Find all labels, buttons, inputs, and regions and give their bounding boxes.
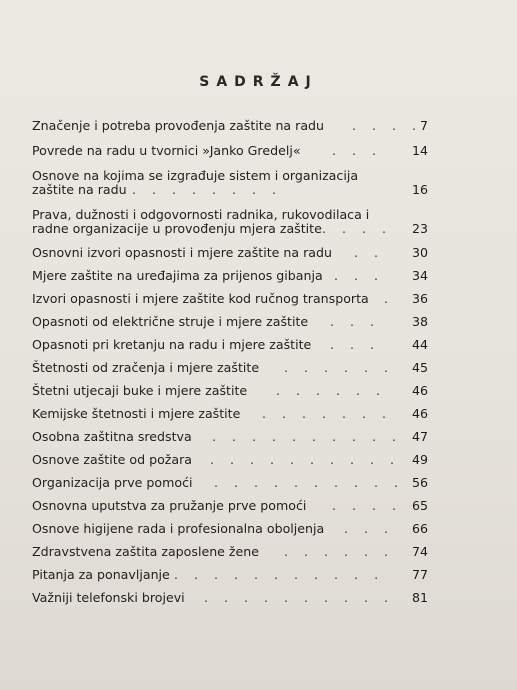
- toc-entry-title: Osobna zaštitna sredstva: [32, 429, 192, 444]
- toc-entry: [32, 499, 428, 513]
- dot-leader: . .: [354, 245, 385, 260]
- toc-entry-title: Osnove higijene rada i profesionalna oboljenja: [32, 521, 325, 536]
- dot-leader: . . . . . . .: [262, 406, 393, 421]
- toc-page-number: 44: [411, 337, 428, 352]
- toc-page-number: 66: [411, 521, 428, 536]
- dot-leader: . . . . . . . . . .: [214, 475, 405, 490]
- toc-entry: [32, 522, 428, 536]
- toc-page-number: 36: [411, 291, 428, 306]
- toc-entry-title: Značenje i potreba provođenja zaštite na radu: [32, 118, 325, 133]
- toc-page-number: 46: [411, 406, 428, 421]
- dot-leader: . . . . . .: [284, 544, 395, 559]
- toc-entry-title: Štetni utjecaji buke i mjere zaštite: [32, 383, 248, 398]
- toc-entry: [32, 292, 428, 306]
- toc-page-number: 45: [411, 360, 428, 375]
- toc-entry: [32, 453, 428, 467]
- dot-leader: . . . .: [322, 221, 393, 236]
- dot-leader: . . . . . . . . .: [112, 182, 283, 197]
- table-of-contents: [32, 119, 428, 614]
- toc-entry: [32, 384, 428, 398]
- toc-page-number: 46: [411, 383, 428, 398]
- toc-entry-title: Pitanja za ponavljanje: [32, 567, 170, 582]
- toc-page-number: 81: [411, 590, 428, 605]
- toc-entry: [32, 315, 428, 329]
- dot-leader: .: [384, 291, 395, 306]
- dot-leader: . . .: [332, 143, 383, 158]
- toc-page-number: 34: [411, 268, 428, 283]
- dot-leader: . . . . . . . . . .: [212, 429, 403, 444]
- toc-page-number: 65: [411, 498, 428, 513]
- toc-entry-title: Mjere zaštite na uređajima za prijenos gibanja: [32, 268, 323, 283]
- toc-page-number: 77: [411, 567, 428, 582]
- toc-entry: [32, 476, 428, 490]
- toc-entry: [32, 269, 428, 283]
- toc-entry-title: Organizacija prve pomoći: [32, 475, 193, 490]
- toc-entry-title: Opasnoti pri kretanju na radu i mjere zaštite: [32, 337, 312, 352]
- toc-page-number: 16: [411, 182, 428, 197]
- toc-entry-title: Osnove na kojima se izgrađuje sistem i organizacija zaštite na radu: [32, 168, 359, 197]
- toc-entry-title: Osnovna uputstva za pružanje prve pomoći: [32, 498, 307, 513]
- dot-leader: . . .: [330, 337, 381, 352]
- toc-page-number: 14: [411, 143, 428, 158]
- toc-entry-title: Izvori opasnosti i mjere zaštite kod ručnog transporta: [32, 291, 369, 306]
- toc-page-number: 23: [411, 221, 428, 236]
- toc-page-number: 38: [411, 314, 428, 329]
- toc-entry-title: Povrede na radu u tvornici »Janko Gredelj«: [32, 143, 301, 158]
- toc-entry: [32, 361, 428, 375]
- toc-entry-title: Osnovni izvori opasnosti i mjere zaštite na radu: [32, 245, 332, 260]
- toc-page-number: 30: [411, 245, 428, 260]
- toc-entry: [32, 338, 428, 352]
- toc-entry: [32, 144, 428, 158]
- dot-leader: . . .: [334, 268, 385, 283]
- toc-entry-title: Štetnosti od zračenja i mjere zaštite: [32, 360, 260, 375]
- dot-leader: . . .: [330, 314, 381, 329]
- dot-leader: . . . .: [332, 498, 403, 513]
- toc-entry: [32, 246, 428, 260]
- dot-leader: . . .: [344, 521, 395, 536]
- toc-entry: [32, 430, 428, 444]
- page-title: SADRŽAJ: [199, 74, 318, 90]
- toc-entry: [32, 591, 428, 605]
- toc-entry-title: Zdravstvena zaštita zaposlene žene: [32, 544, 260, 559]
- toc-entry-title: Važniji telefonski brojevi: [32, 590, 185, 605]
- toc-entry: [32, 568, 428, 582]
- toc-page-number: 74: [411, 544, 428, 559]
- dot-leader: . . . . . .: [276, 383, 387, 398]
- toc-entry: [32, 407, 428, 421]
- toc-entry-title: Kemijske štetnosti i mjere zaštite: [32, 406, 241, 421]
- toc-entry-title: Osnove zaštite od požara: [32, 452, 193, 467]
- toc-entry-title: Opasnoti od električne struje i mjere zaštite: [32, 314, 309, 329]
- toc-entry: [32, 545, 428, 559]
- dot-leader: . . . . . . . . . . .: [174, 567, 385, 582]
- dot-leader: . . . . . . . . . .: [210, 452, 401, 467]
- dot-leader: . . . . . . . . . .: [204, 590, 395, 605]
- toc-page-number: 49: [411, 452, 428, 467]
- dot-leader: . . . .: [352, 118, 423, 133]
- toc-entry: [32, 119, 428, 133]
- dot-leader: . . . . . .: [284, 360, 395, 375]
- toc-page-number: 7: [419, 118, 428, 133]
- toc-page-number: 56: [411, 475, 428, 490]
- toc-page-number: 47: [411, 429, 428, 444]
- toc-entry: [32, 169, 428, 197]
- toc-entry-title: Prava, dužnosti i odgovornosti radnika, rukovodilaca i radne organizacije u provođenju mjera zaštite: [32, 207, 370, 236]
- toc-entry: [32, 208, 428, 236]
